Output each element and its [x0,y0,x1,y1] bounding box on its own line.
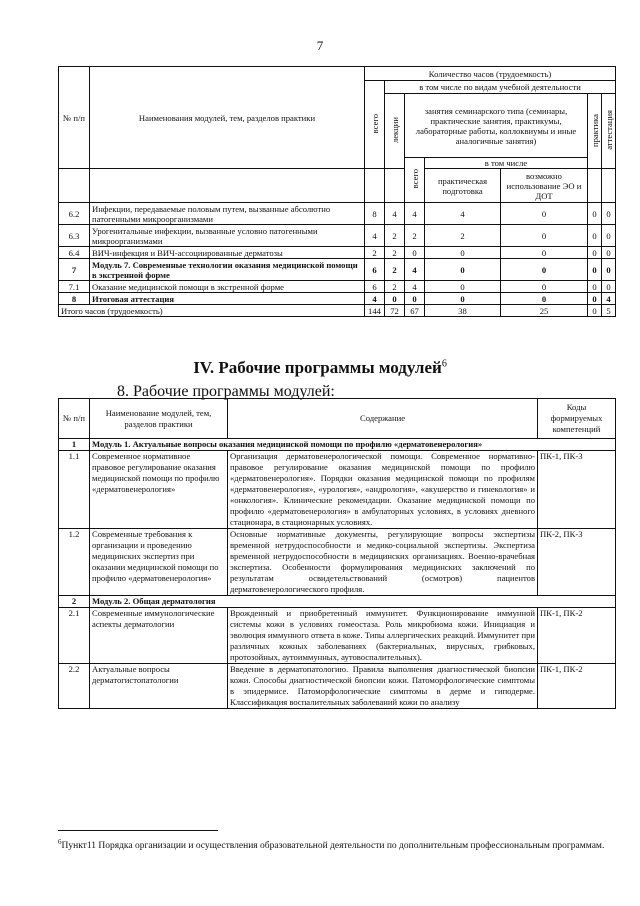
header-practice: практика [588,94,602,169]
section-heading: IV. Рабочие программы модулей$^6$ [193,358,447,377]
row-name: ВИЧ-инфекция и ВИЧ-ассоциированные дерматозы [90,247,365,259]
topic-name: Современные иммунологические аспекты дерматологии [90,608,228,664]
module-num: 2 [59,596,90,608]
topic-num: 1.2 [59,529,90,596]
row-eo: 0 [501,247,588,259]
row-lect: 2 [385,281,405,293]
row-total: 4 [365,293,385,305]
row-att: 0 [602,203,616,225]
module-row [59,439,616,451]
row-prac: 4 [425,203,501,225]
row-eo: 0 [501,259,588,281]
topic-row [59,608,616,664]
row-sem: 0 [405,247,425,259]
row-num: 8 [59,293,90,305]
mod-header-num: № п/п [59,399,90,439]
header-sem-total: всего [405,158,425,203]
topic-content: Введение в дерматопатологию. Правила выполнения диагностической биопсии кожи. Способы диагностической биопсии кожи. Патоморфологические симптомы в эпидермисе. Патоморфологические симптомы в дерме и гиподерме. Классификация воспалительных заболеваний кожи по анализу [228,664,538,709]
header-num: № п/п [59,67,90,169]
hours-row [59,203,616,225]
row-total: 2 [365,247,385,259]
row-pr: 0 [588,225,602,247]
row-num: 6.3 [59,225,90,247]
topic-codes: ПК-1, ПК-2 [538,608,616,664]
row-pr: 0 [588,259,602,281]
row-lect: 4 [385,203,405,225]
module-title: Модуль 1. Актуальные вопросы оказания медицинской помощи по профилю «дерматовенерология» [90,439,616,451]
row-name: Урогенитальные инфекции, вызванные условно патогенными микроорганизмами [90,225,365,247]
row-prac: 2 [425,225,501,247]
topic-content: Основные нормативные документы, регулирующие вопросы экспертизы временной нетрудоспособности и медико-социальной экспертизы. Экспертиза временной нетрудоспособности в медицинских организациях. Военно-врачебная экспертиза. Особенности формулирования медицинских заключений по результатам освидетельствований (осмотров) пациентов дерматовенерологического профиля. [228,529,538,596]
row-prac: 0 [425,247,501,259]
total-lect: 72 [385,305,405,317]
page-number: 7 [316,38,324,53]
modules-table [58,398,616,709]
topic-content: Организация дерматовенерологической помощи. Современное нормативно-правовое регулирование оказания медицинской помощи по профилю «дерматовенерология». Порядки оказания медицинской помощи по профилям «дерматовенерология», «урология», «андрология», «акушерство и гинекология» и «онкология». Клинические рекомендации. Оказание медицинской помощи по профилю «дерматовенерология» в амбулаторных условиях, в условиях дневного стационара, в стационарных условиях. [228,451,538,529]
hours-total-row [59,305,616,317]
row-num: 7.1 [59,281,90,293]
hours-row [59,281,616,293]
row-num: 7 [59,259,90,281]
total-pr: 0 [588,305,602,317]
row-eo: 0 [501,225,588,247]
topic-content: Врожденный и приобретенный иммунитет. Функционирование иммунной системы кожи в условиях гомеостаза. Роль микробиома кожи. Инициация и эволюция иммунного ответа в коже. Типы аллергических реакций. Иммунитет при различных кожных заболеваниях (бактериальных, вирусных, грибковых, протозойных, аутоиммунных, аутовоспалительных). [228,608,538,664]
topic-codes: ПК-1, ПК-3 [538,451,616,529]
topic-name: Современное нормативное правовое регулирование оказания медицинской помощи по профилю «дерматовенерология» [90,451,228,529]
row-lect: 2 [385,259,405,281]
row-prac: 0 [425,259,501,281]
total-label: Итого часов (трудоемкость) [59,305,365,317]
header-incl: в том числе [425,158,588,169]
topic-codes: ПК-2, ПК-3 [538,529,616,596]
row-name: Модуль 7. Современные технологии оказания медицинской помощи в экстренной форме [90,259,365,281]
topic-codes: ПК-1, ПК-2 [538,664,616,709]
row-total: 6 [365,281,385,293]
row-sem: 4 [405,203,425,225]
hours-row [59,259,616,281]
row-name: Инфекции, передаваемые половым путем, вызванные абсолютно патогенными микроорганизмами [90,203,365,225]
mod-header-codes: Коды формируемых компетенций [538,399,616,439]
row-pr: 0 [588,203,602,225]
row-prac: 0 [425,281,501,293]
header-name: Наименования модулей, тем, разделов практики [90,67,365,169]
row-pr: 0 [588,281,602,293]
row-eo: 0 [501,293,588,305]
row-lect: 0 [385,293,405,305]
row-eo: 0 [501,203,588,225]
footnote-divider [58,830,218,831]
hours-row [59,293,616,305]
topic-name: Актуальные вопросы дерматогистопатологии [90,664,228,709]
row-att: 0 [602,225,616,247]
topic-num: 1.1 [59,451,90,529]
total-att: 5 [602,305,616,317]
row-pr: 0 [588,247,602,259]
row-num: 6.4 [59,247,90,259]
topic-row [59,451,616,529]
footnote: $^6$Пункт11 Порядка организации и осуществления образовательной деятельности по дополнительным профессиональным программам. [58,838,605,852]
row-sem: 4 [405,281,425,293]
total-total: 144 [365,305,385,317]
row-total: 4 [365,225,385,247]
hours-row [59,225,616,247]
topic-row [59,664,616,709]
total-sem: 67 [405,305,425,317]
header-lectures: лекции [385,94,405,169]
row-pr: 0 [588,293,602,305]
row-att: 0 [602,247,616,259]
mod-header-content: Содержание [228,399,538,439]
row-prac: 0 [425,293,501,305]
row-att: 0 [602,281,616,293]
module-title: Модуль 2. Общая дерматология [90,596,616,608]
row-lect: 2 [385,225,405,247]
hours-table [58,66,616,317]
module-row [59,596,616,608]
topic-num: 2.2 [59,664,90,709]
row-name: Оказание медицинской помощи в экстренной форме [90,281,365,293]
total-prac: 38 [425,305,501,317]
row-total: 6 [365,259,385,281]
topic-num: 2.1 [59,608,90,664]
header-attestation: аттестация [602,94,616,169]
sub-heading: 8. Рабочие программы модулей: [117,383,335,400]
header-eo-dot: возможно использование ЭО и ДОТ [501,169,588,203]
row-eo: 0 [501,281,588,293]
header-seminar: занятия семинарского типа (семинары, практические занятия, практикумы, лабораторные работы, коллоквиумы и иные аналогичные занятия) [405,94,588,158]
row-att: 0 [602,259,616,281]
mod-header-name: Наименование модулей, тем, разделов практики [90,399,228,439]
row-att: 4 [602,293,616,305]
total-eo: 25 [501,305,588,317]
row-total: 8 [365,203,385,225]
row-name: Итоговая аттестация [90,293,365,305]
header-total: всего [365,81,385,169]
header-incl-activity: в том числе по видам учебной деятельности [385,81,616,94]
topic-row [59,529,616,596]
row-lect: 2 [385,247,405,259]
row-sem: 0 [405,293,425,305]
hours-row [59,247,616,259]
row-sem: 4 [405,259,425,281]
row-num: 6.2 [59,203,90,225]
topic-name: Современные требования к организации и проведению медицинских экспертиз при оказании медицинской помощи по профилю «дерматовенерология» [90,529,228,596]
row-sem: 2 [405,225,425,247]
header-total-hours: Количество часов (трудоемкость) [365,67,616,81]
header-practical-training: практическая подготовка [425,169,501,203]
module-num: 1 [59,439,90,451]
